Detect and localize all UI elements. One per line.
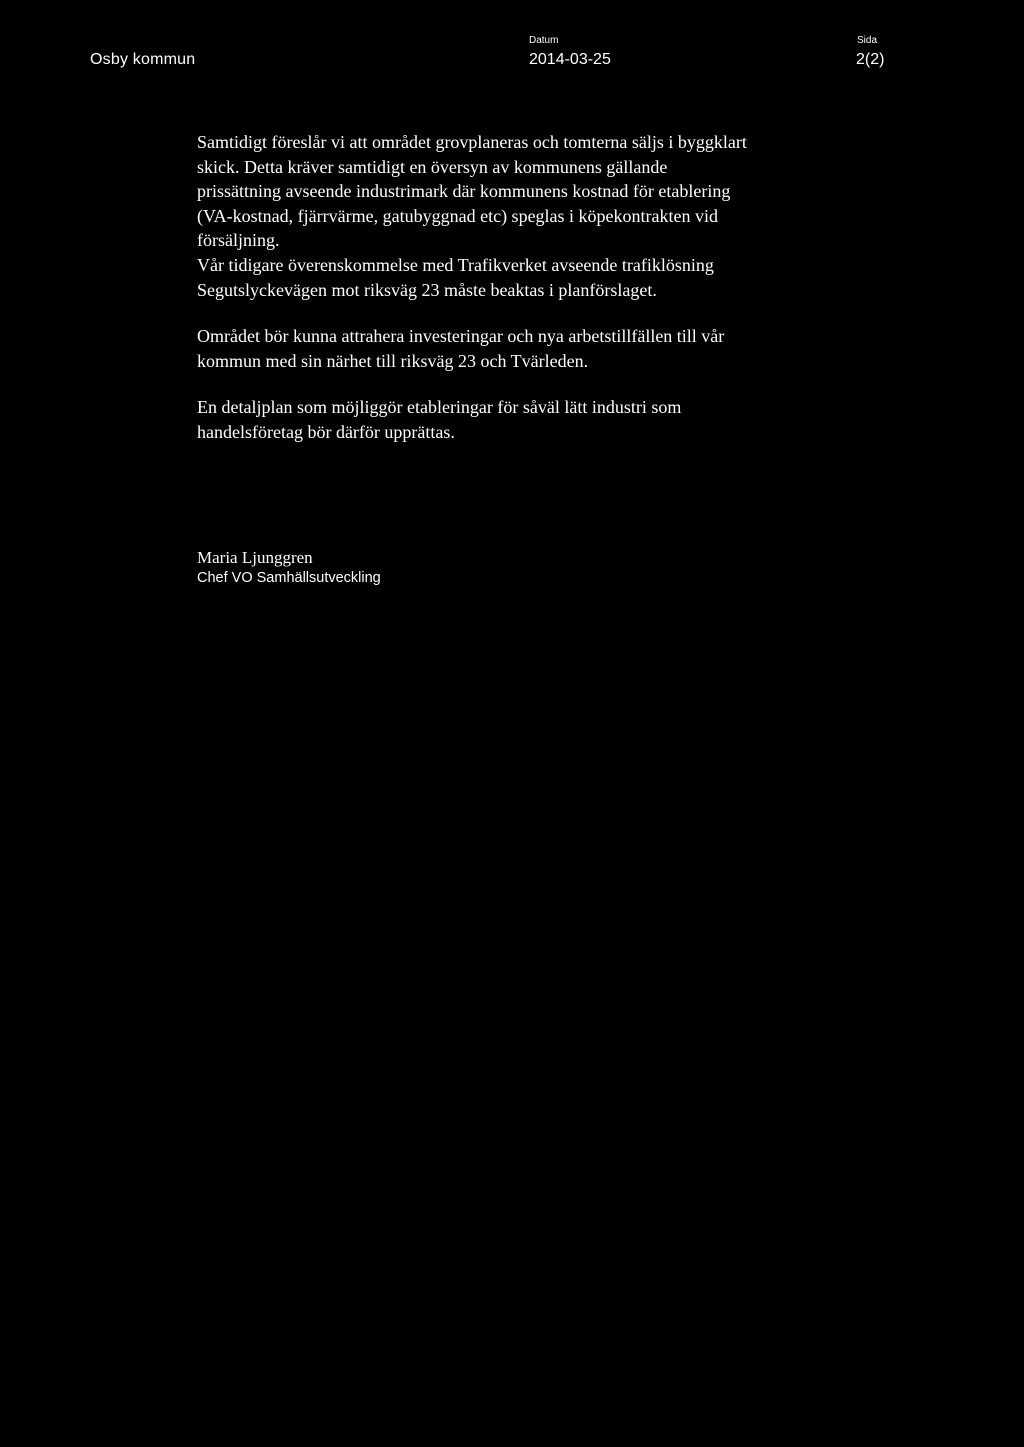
header-page-label: Sida: [857, 35, 878, 46]
letter-body: [197, 130, 837, 445]
text-line: skick. Detta kräver samtidigt en översyn av kommunens gällande: [197, 156, 668, 177]
text-line: försäljning.: [197, 230, 280, 251]
text-line: Området bör kunna attrahera investeringar och nya arbetstillfällen till vår: [197, 326, 725, 347]
text-line: Segutslyckevägen mot riksväg 23 måste beaktas i planförslaget.: [197, 279, 657, 300]
text-line: kommun med sin närhet till riksväg 23 och Tvärleden.: [197, 350, 589, 371]
text-line: (VA-kostnad, fjärrvärme, gatubyggnad etc) speglas i köpekontrakten vid: [197, 205, 719, 226]
paragraph-3: [197, 395, 837, 444]
paragraph-2: [197, 324, 837, 373]
header-date-label: Datum: [529, 35, 559, 46]
paragraph-1: [197, 130, 837, 302]
text-line: prissättning avseende industrimark där kommunens kostnad för etablering: [197, 181, 731, 202]
paragraph-spacer: [197, 373, 837, 395]
text-line: Vår tidigare överenskommelse med Trafikverket avseende trafiklösning: [197, 254, 714, 275]
signature-name: Maria Ljunggren: [197, 548, 313, 567]
text-line: En detaljplan som möjliggör etableringar för såväl lätt industri som: [197, 397, 682, 418]
header-date: 2014-03-25: [529, 51, 611, 68]
header-page-number: 2(2): [856, 51, 885, 68]
text-line: Samtidigt föreslår vi att området grovplaneras och tomterna säljs i byggklart: [197, 132, 747, 152]
header-organization: Osby kommun: [90, 51, 196, 68]
signature-title: Chef VO Samhällsutveckling: [197, 570, 381, 586]
paragraph-spacer: [197, 302, 837, 324]
text-line: handelsföretag bör därför upprättas.: [197, 421, 455, 442]
